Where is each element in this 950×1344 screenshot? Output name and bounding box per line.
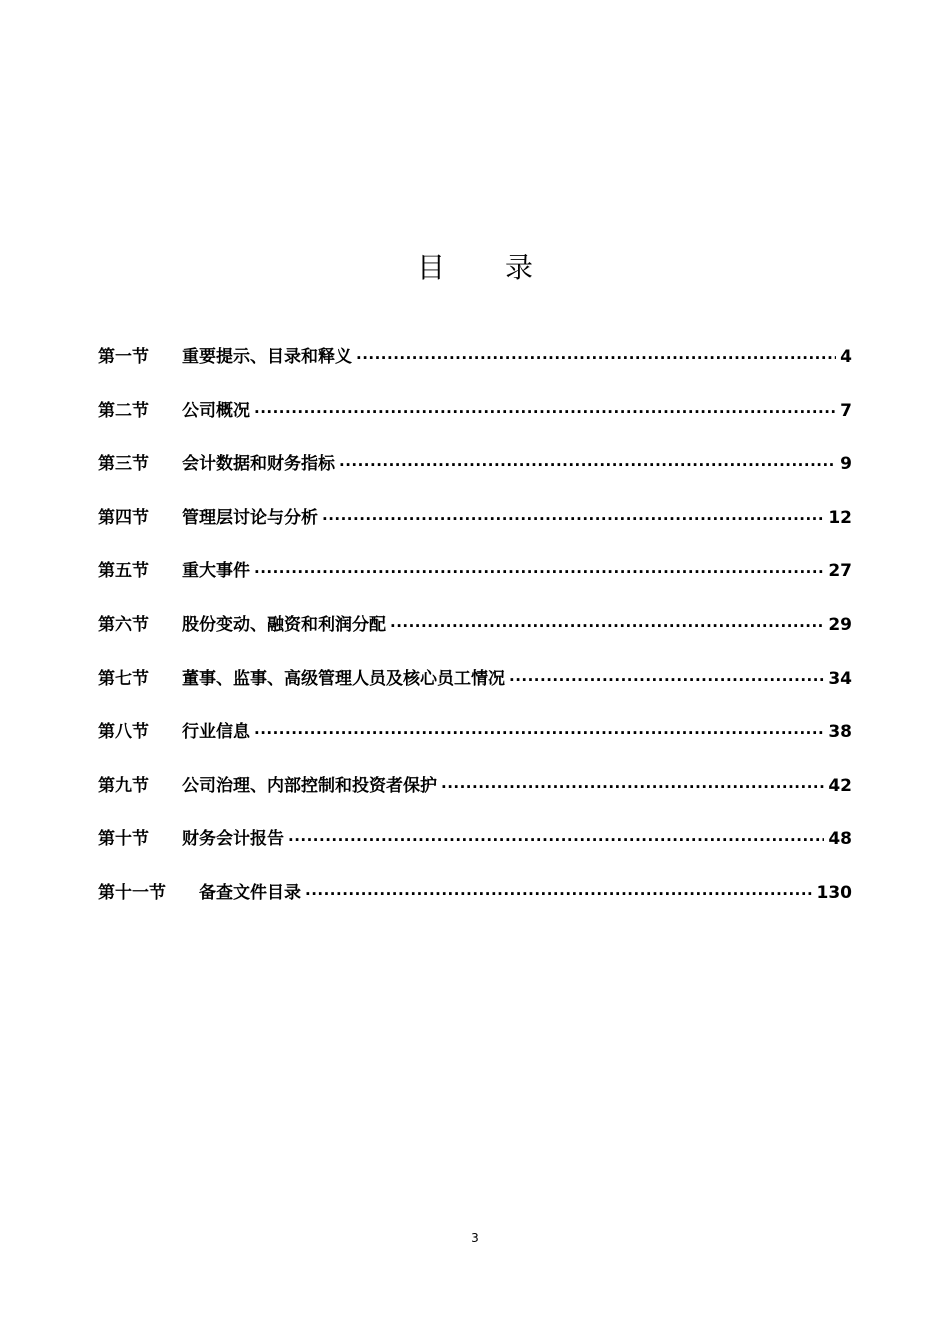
toc-title-char-2: 录 — [505, 251, 534, 284]
toc-section-label: 第四节 — [98, 507, 149, 528]
toc-page-number: 27 — [828, 561, 852, 582]
toc-section-label: 第六节 — [98, 614, 149, 635]
toc-page-number: 48 — [828, 829, 852, 850]
toc-entry[interactable] — [98, 878, 852, 932]
toc-page-number: 38 — [828, 722, 852, 743]
toc-section-label: 第二节 — [98, 400, 149, 421]
toc-page-number: 42 — [828, 775, 852, 796]
toc-section-name: 公司概况 — [182, 400, 250, 421]
toc-entry[interactable] — [98, 717, 852, 771]
toc-entry[interactable] — [98, 610, 852, 664]
toc-section-name: 重大事件 — [182, 561, 250, 582]
toc-entry[interactable] — [98, 396, 852, 450]
toc-dot-leader — [322, 506, 824, 523]
toc-page-number: 7 — [840, 400, 852, 421]
toc-title — [0, 246, 950, 286]
toc-entry[interactable] — [98, 556, 852, 610]
toc-section-label: 第八节 — [98, 722, 149, 743]
toc-entry[interactable] — [98, 824, 852, 878]
toc-section-name: 管理层讨论与分析 — [182, 507, 318, 528]
toc-dot-leader — [305, 881, 813, 898]
toc-section-name: 备查文件目录 — [199, 882, 301, 903]
toc-section-label: 第三节 — [98, 454, 149, 475]
toc-section-name: 财务会计报告 — [182, 829, 284, 850]
toc-section-label: 第五节 — [98, 561, 149, 582]
toc-dot-leader — [254, 399, 836, 416]
toc-entry[interactable] — [98, 664, 852, 718]
toc-dot-leader — [441, 774, 824, 791]
toc-section-label: 第十节 — [98, 829, 149, 850]
toc-dot-leader — [509, 667, 824, 684]
toc-page-number: 12 — [828, 507, 852, 528]
toc-dot-leader — [254, 720, 824, 737]
toc-section-name: 公司治理、内部控制和投资者保护 — [182, 775, 437, 796]
toc-section-label: 第七节 — [98, 668, 149, 689]
toc-page-number: 130 — [816, 882, 852, 903]
toc-page-number: 34 — [828, 668, 852, 689]
toc-section-label: 第一节 — [98, 347, 149, 367]
toc-page-number: 29 — [828, 614, 852, 635]
toc-list — [98, 342, 852, 932]
toc-page-number: 4 — [840, 347, 852, 367]
toc-dot-leader — [339, 452, 836, 469]
toc-page-number: 9 — [840, 454, 852, 475]
toc-section-name: 董事、监事、高级管理人员及核心员工情况 — [182, 668, 505, 689]
toc-section-label: 第十一节 — [98, 882, 166, 903]
toc-entry[interactable] — [98, 503, 852, 557]
toc-section-label: 第九节 — [98, 775, 149, 796]
toc-section-name: 重要提示、目录和释义 — [182, 347, 352, 367]
toc-dot-leader — [288, 827, 824, 844]
toc-entry[interactable] — [98, 449, 852, 503]
toc-title-char-1: 目 — [416, 251, 445, 284]
toc-entry[interactable] — [98, 342, 852, 396]
toc-dot-leader — [356, 345, 836, 362]
toc-section-name: 股份变动、融资和利润分配 — [182, 614, 386, 635]
toc-dot-leader — [254, 559, 824, 576]
toc-dot-leader — [390, 613, 824, 630]
page-number: 3 — [471, 1231, 479, 1245]
toc-section-name: 行业信息 — [182, 722, 250, 743]
toc-entry[interactable] — [98, 771, 852, 825]
toc-section-name: 会计数据和财务指标 — [182, 454, 335, 475]
